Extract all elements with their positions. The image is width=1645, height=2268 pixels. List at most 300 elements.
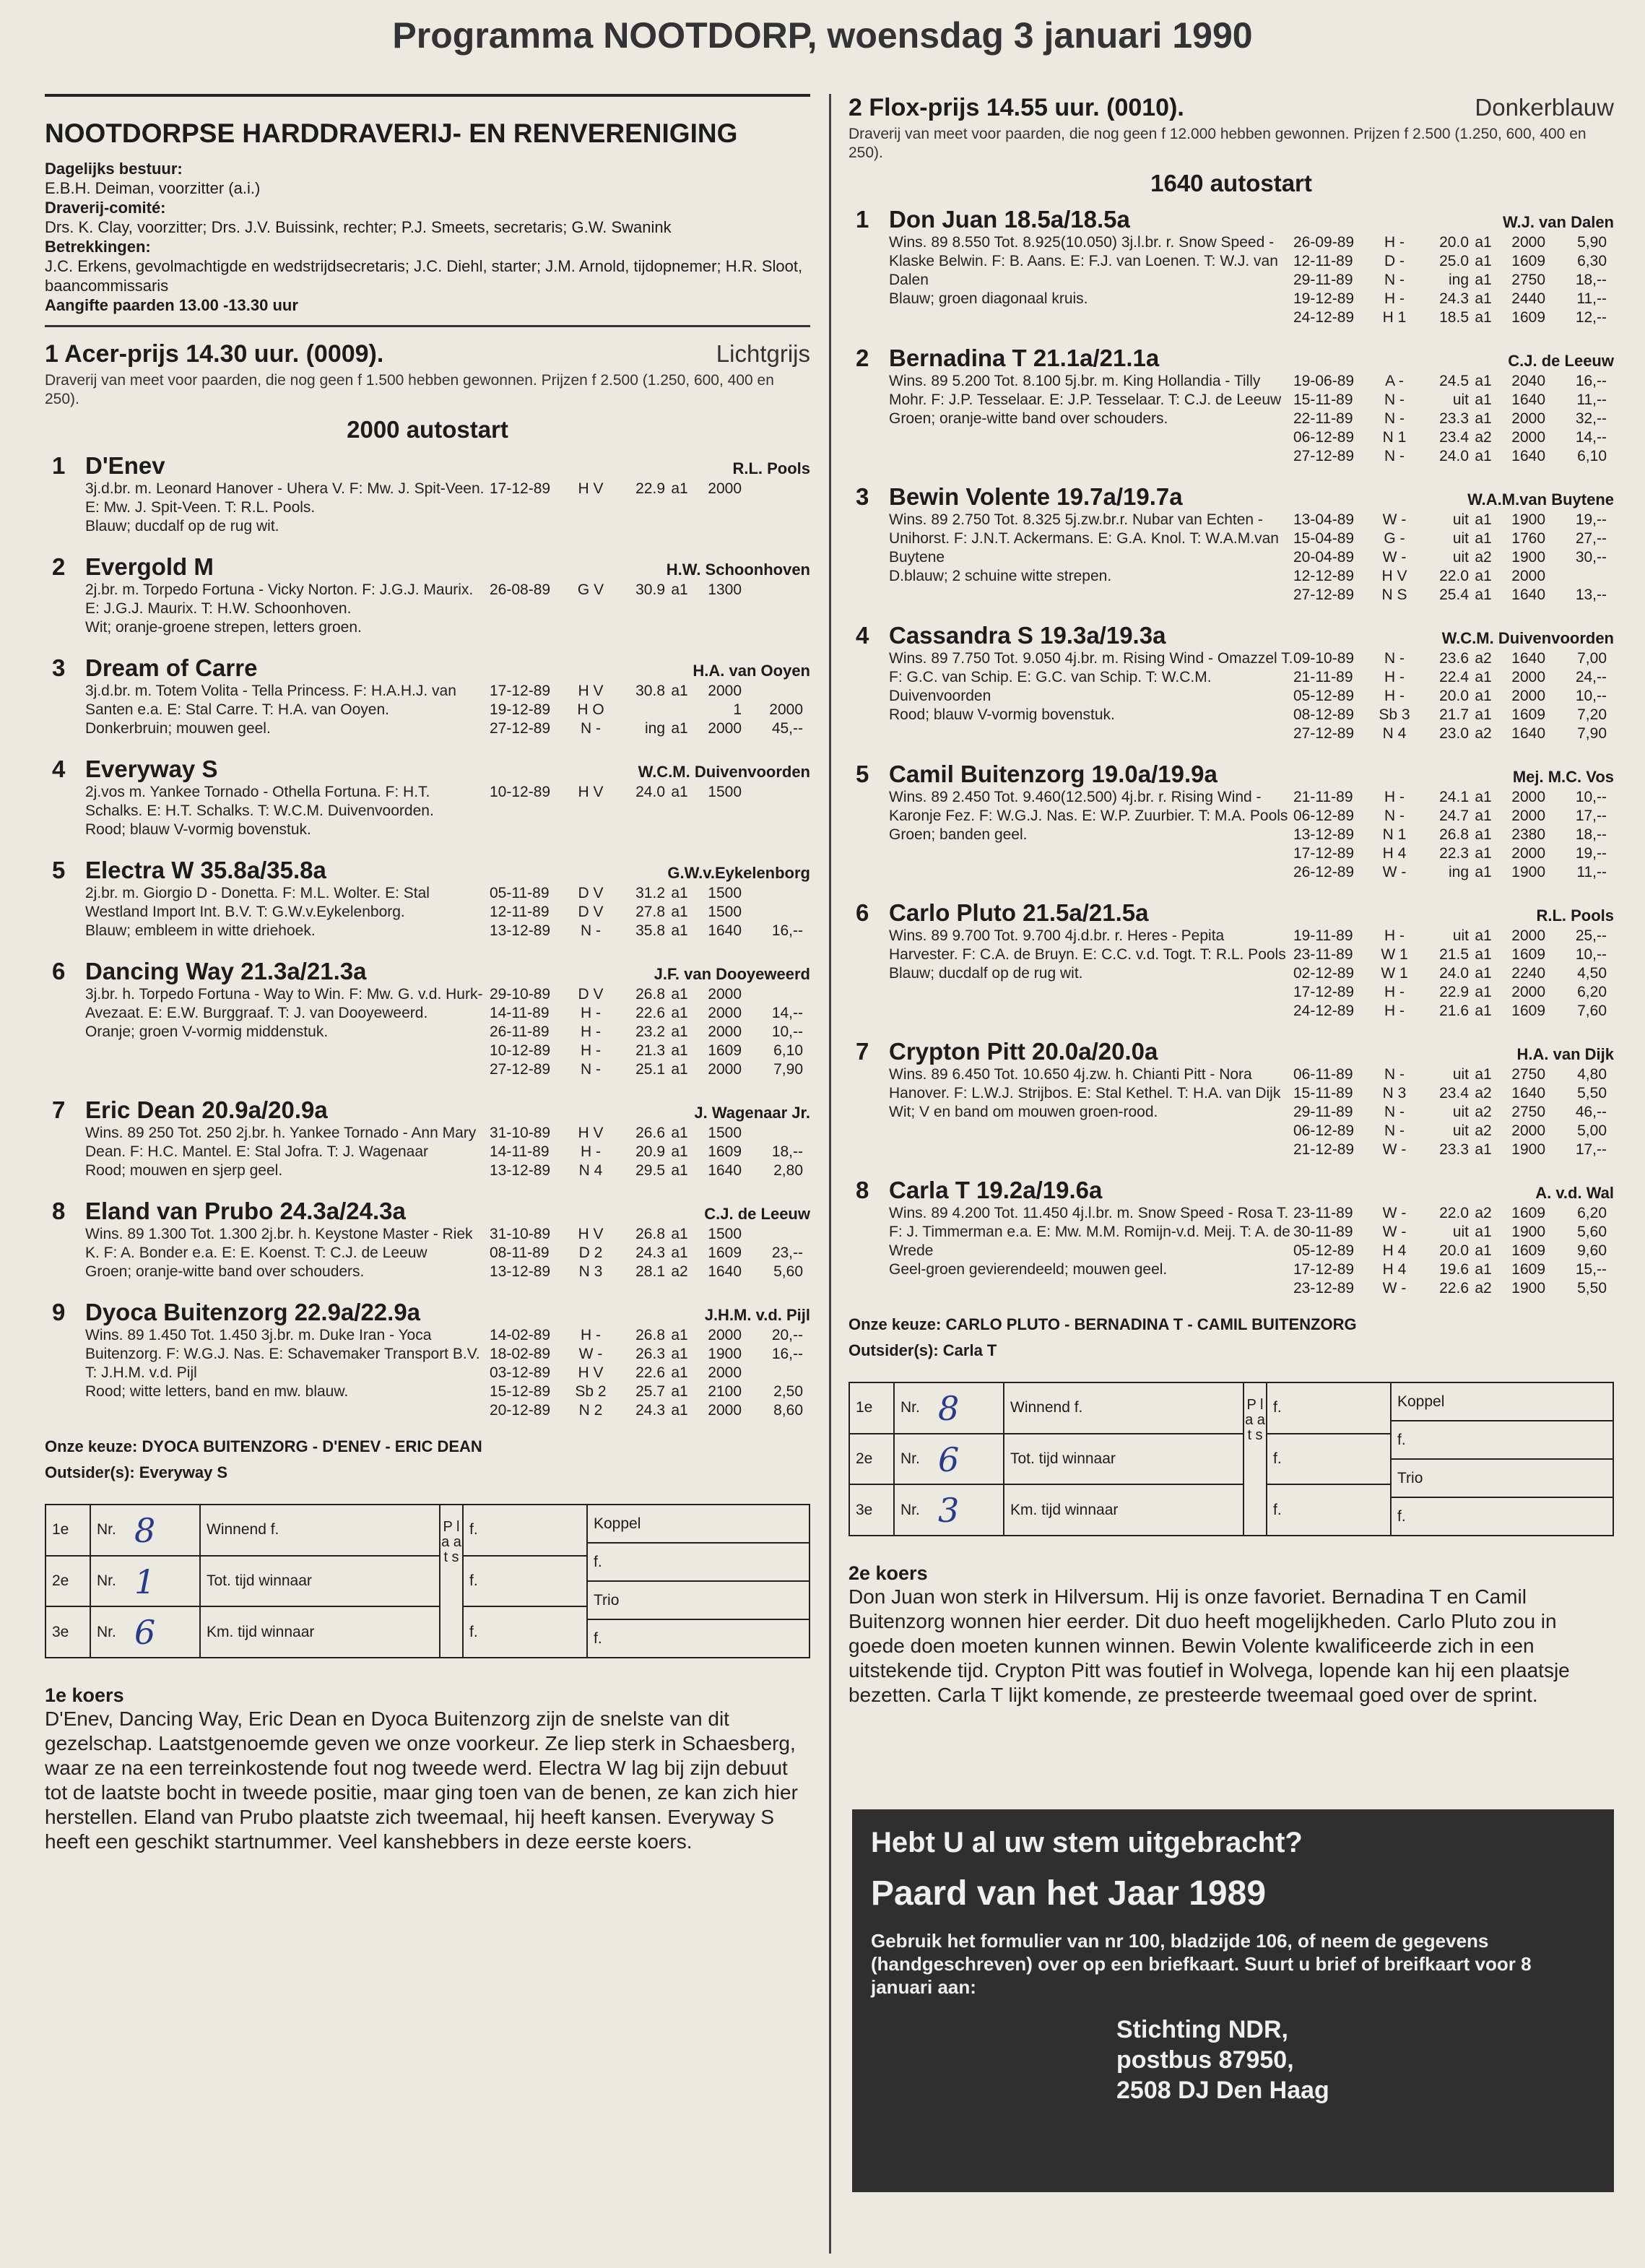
results-table [490,783,810,839]
result-cell: 1609 [1511,1242,1545,1259]
result-cell: a1 [671,1402,688,1419]
result-cell: 2000 [1511,789,1545,805]
result-cell: H 4 [1382,845,1407,862]
result-cell: a1 [671,581,688,598]
result-cell: 6,30 [1577,253,1607,269]
horse-colors: Groen; oranje-witte band over schouders. [889,410,1168,427]
result-cell: a2 [671,1263,688,1280]
horse-entry [45,452,810,536]
result-row [1293,863,1614,882]
result-cell: 12-12-89 [1293,568,1355,584]
result-cell: a1 [1475,309,1492,326]
horse-name-text: Don Juan 18.5a/18.5a [889,206,1130,233]
place-label: 1e [856,1399,873,1416]
result-cell: H V [578,683,604,699]
result-cell: N S [1381,587,1407,603]
koppel-f-cell[interactable] [588,1544,809,1582]
result-cell: 29-10-89 [490,986,551,1003]
koppel-label: Koppel [1397,1393,1445,1410]
result-cell: 20-12-89 [490,1402,551,1419]
result-cell: a1 [1475,669,1492,685]
result-cell: 1500 [708,904,742,920]
result-row [490,1401,810,1420]
result-cell: a1 [1475,946,1492,963]
result-cell: H V [578,1226,604,1242]
result-cell: 26-08-89 [490,581,551,598]
prize-label: Km. tijd winnaar [1010,1501,1119,1518]
result-cell: a1 [1475,1224,1492,1240]
result-cell: a1 [1475,511,1492,528]
result-cell: 2440 [1511,290,1545,307]
horse-name [848,761,1218,788]
horse-name [45,553,214,581]
committee-heading: Draverij-comité: [45,199,166,217]
result-row [1293,1065,1614,1084]
result-cell: 1760 [1511,530,1545,547]
f-cell[interactable] [464,1607,586,1657]
result-cell: N 1 [1382,429,1407,446]
result-cell: 2000 [708,1327,742,1343]
result-cell: N - [1384,1066,1405,1083]
result-cell: 1300 [708,581,742,598]
horse-info [85,682,490,738]
result-cell: 46,-- [1575,1104,1607,1120]
separator [45,325,810,327]
result-cell: a2 [1475,1122,1492,1139]
result-cell: a1 [1475,530,1492,547]
result-cell: 15-11-89 [1293,1085,1353,1101]
race-header [45,340,810,368]
result-cell: 28.1 [635,1263,665,1280]
result-cell: 2100 [708,1383,742,1400]
result-cell: 7,90 [773,1061,803,1078]
result-cell: 14-02-89 [490,1327,551,1343]
result-cell: 18-02-89 [490,1346,551,1362]
trio-f-cell[interactable] [1392,1498,1613,1535]
horse-entry [45,1299,810,1420]
result-cell: W - [1382,1280,1407,1297]
result-cell: 19-12-89 [490,701,551,718]
horse-entry [848,622,1614,743]
result-cell: 13-12-89 [490,1263,551,1280]
result-cell: H - [581,1042,601,1059]
horse-number: 4 [856,622,869,649]
handwritten-number: 1 [134,1562,156,1601]
f-label: f. [469,1572,478,1589]
result-cell: N - [1384,1122,1405,1139]
driver-name: C.J. de Leeuw [1508,352,1614,370]
result-cell: 05-12-89 [1293,688,1355,704]
results-table [1293,511,1614,605]
result-cell: 2000 [1511,927,1545,944]
result-cell: 32,-- [1575,410,1607,427]
result-row [490,1042,810,1060]
horse-pedigree: Wins. 89 2.450 Tot. 9.460(12.500) 4j.br. r. Rising Wind - Karonje Fez. F: W.G.J. Nas. E: W.P. Zuurbier. T: M.A. Pools [889,789,1288,824]
result-row [490,1225,810,1244]
result-row [1293,1260,1614,1279]
f-label: f. [1273,1450,1282,1467]
result-row [490,1244,810,1263]
result-cell: 18,-- [1575,272,1607,288]
result-cell: 10,-- [1575,789,1607,805]
result-cell: 24.0 [635,784,665,800]
result-cell: 4,80 [1577,1066,1607,1083]
result-cell: G V [577,581,604,598]
horse-body [889,233,1614,327]
result-cell: 1609 [1511,1261,1545,1278]
place-cell [46,1607,90,1657]
result-cell: 2000 [708,986,742,1003]
result-cell: 24.1 [1439,789,1469,805]
result-cell: 03-12-89 [490,1364,551,1381]
result-cell: H - [1384,927,1405,944]
race-header [848,94,1614,122]
result-row [1293,548,1614,567]
horse-number: 9 [52,1299,66,1325]
result-cell: 15,-- [1575,1261,1607,1278]
result-cell: uit [1452,1224,1469,1240]
horse-number: 4 [52,756,66,782]
result-cell [742,682,803,701]
f-label: f. [1273,1399,1282,1416]
result-cell: 1640 [1511,587,1545,603]
result-cell: 2000 [708,683,742,699]
number-cell[interactable] [895,1485,1003,1535]
horse-header [848,206,1614,233]
result-row [490,783,810,802]
result-cell: 24,-- [1575,669,1607,685]
horse-name [848,1038,1158,1065]
committee-heading: Betrekkingen: [45,238,151,256]
horse-name [848,345,1159,372]
result-cell: 15-04-89 [1293,530,1355,547]
result-cell: H V [578,480,604,497]
result-cell: 2000 [708,720,742,737]
result-cell: 1640 [708,1263,742,1280]
result-cell: 31-10-89 [490,1226,551,1242]
result-cell: N - [1384,410,1405,427]
result-cell: 31-10-89 [490,1125,551,1141]
result-cell: 26-11-89 [490,1023,550,1040]
horse-pedigree: Wins. 89 5.200 Tot. 8.100 5j.br. m. King Hollandia - Tilly Mohr. F: J.P. Tesselaar. E: J.P. Tesselaar. T: C.J. de Leeuw [889,373,1282,408]
horse-body [85,1225,810,1281]
prize-label: Winnend f. [1010,1399,1083,1416]
result-cell: 16,-- [771,1346,803,1362]
handwritten-number: 3 [938,1491,960,1531]
result-cell: 23,-- [771,1245,803,1261]
result-cell: 26.6 [635,1125,665,1141]
result-cell: 5,60 [1577,1224,1607,1240]
result-cell: 4,50 [1577,965,1607,982]
result-cell: a2 [1475,1085,1492,1101]
horse-body [85,783,810,839]
koppel-column [588,1505,809,1657]
result-cell: 1500 [708,1226,742,1242]
committee-members: Drs. K. Clay, voorzitter; Drs. J.V. Buissink, rechter; P.J. Smeets, secretaris; G.W. Swanink [45,218,672,236]
horse-entry [45,958,810,1079]
result-cell: a1 [671,1005,688,1021]
horse-name [848,206,1130,233]
result-cell: 1900 [1511,1280,1545,1297]
horse-name-text: Crypton Pitt 20.0a/20.0a [889,1038,1158,1065]
committee-members: E.B.H. Deiman, voorzitter (a.i.) [45,179,261,197]
race-description: Draverij van meet voor paarden, die nog geen f 1.500 hebben gewonnen. Prijzen f 2.500 (1.250, 600, 400 en 250). [45,372,774,407]
result-cell [742,1225,803,1244]
result-cell: 2,50 [773,1383,803,1400]
horse-entry [848,483,1614,605]
horse-entry [45,756,810,839]
result-cell: H 4 [1382,1242,1407,1259]
result-cell [742,783,803,802]
association-title: NOOTDORPSE HARDDRAVERIJ- EN RENVERENIGING [45,118,738,148]
result-cell: 2,80 [773,1162,803,1179]
result-cell: a1 [1475,272,1492,288]
result-cell: N - [581,720,601,737]
result-row [1293,1242,1614,1260]
trio-f-cell[interactable] [588,1620,809,1657]
f-column [1267,1383,1392,1535]
result-cell: 21.3 [635,1042,665,1059]
f-cell[interactable] [464,1505,586,1557]
result-cell: a1 [671,720,688,737]
result-cell: 2000 [769,701,803,718]
horse-name [45,958,366,985]
result-cell: 1609 [708,1143,742,1160]
result-cell: H - [1384,688,1405,704]
horse-info [85,884,490,940]
number-cell[interactable] [91,1505,199,1557]
result-cell: 26.8 [1439,826,1469,843]
result-cell: 20.0 [1439,1242,1469,1259]
commentary-text: D'Enev, Dancing Way, Eric Dean en Dyoca Buitenzorg zijn de snelste van dit gezelschap. Laatstgenoemde geven we onze voorkeur. Ze liep sterk in Schaesberg, waar ze na een terreinkostende fout nog tweede werd. Electra W lag bij zijn debuut tot de laatste bocht in tweede positie, maar ging toen van de benen, ze kan zich hier herstellen. Eland van Prubo plaatste zich tweemaal, hij heeft kansen. Everyway S heeft een geschikt startnummer. Veel kanshebbers in deze eerste koers. [45,1708,798,1853]
result-cell: 18,-- [1575,826,1607,843]
f-cell[interactable] [464,1557,586,1608]
horse-info [889,927,1293,1021]
label-cell [201,1557,439,1608]
result-cell: 21.7 [1439,706,1469,723]
result-row [490,701,810,719]
result-cell: 22.9 [635,480,665,497]
horse-colors: Blauw; ducdalf op de rug wit. [85,518,279,534]
result-cell: 1640 [1511,725,1545,742]
result-cell: 2000 [1511,984,1545,1000]
horse-info [85,783,490,839]
result-cell: N 3 [1382,1085,1407,1101]
result-cell: 22.3 [1439,845,1469,862]
result-cell: a1 [1475,789,1492,805]
result-cell [742,884,803,903]
result-cell: a1 [1475,927,1492,944]
horse-colors: Blauw; embleem in witte driehoek. [85,922,316,939]
race-title: 2 Flox-prijs 14.55 uur. (0010). [848,94,1184,121]
horse-name-text: Everyway S [85,756,218,782]
result-cell: 21-11-89 [1293,789,1353,805]
result-cell: a1 [1475,706,1492,723]
result-cell: 23.3 [1439,410,1469,427]
result-cell: 11,-- [1576,391,1607,408]
result-cell: 2000 [708,1061,742,1078]
result-cell: H - [1384,1003,1405,1019]
horse-info [85,1225,490,1281]
koppel-cell[interactable] [1392,1383,1613,1421]
result-cell: 30,-- [1575,549,1607,566]
nr-label: Nr. [900,1399,920,1416]
result-cell: a1 [1475,234,1492,251]
result-cell: a1 [671,1226,688,1242]
horse-entry [848,761,1614,882]
result-cell: W 1 [1381,965,1408,982]
result-cell: W - [1382,511,1407,528]
f-cell[interactable] [1267,1383,1390,1434]
result-row [1293,668,1614,687]
result-cell: 24-12-89 [1293,1003,1355,1019]
number-cell[interactable] [91,1557,199,1608]
horse-info [889,233,1293,327]
result-row [490,682,810,701]
horse-number: 7 [856,1038,869,1065]
result-cell: 08-12-89 [1293,706,1355,723]
place-label: 3e [52,1623,69,1640]
handwritten-number: 6 [938,1440,960,1479]
result-cell: 25.7 [635,1383,665,1400]
result-cell: 22.6 [635,1005,665,1021]
horse-info [889,511,1293,605]
driver-name: H.A. van Ooyen [693,662,810,680]
f-label: f. [594,1629,602,1647]
result-cell: 24.3 [635,1402,665,1419]
result-cell: 2000 [708,1023,742,1040]
result-cell: 24.0 [1439,965,1469,982]
result-row [1293,1141,1614,1159]
horse-name-text: Bernadina T 21.1a/21.1a [889,345,1160,371]
result-cell: a1 [671,904,688,920]
result-cell: 24-12-89 [1293,309,1355,326]
horse-number: 3 [52,654,66,681]
result-cell: a1 [671,1245,688,1261]
horse-colors: Rood; blauw V-vormig bovenstuk. [889,706,1115,723]
result-cell: a1 [671,1061,688,1078]
result-cell: a1 [1475,845,1492,862]
f-cell[interactable] [1267,1485,1390,1535]
result-cell: 27-12-89 [1293,587,1355,603]
horse-pedigree: Wins. 89 250 Tot. 250 2j.br. h. Yankee Tornado - Ann Mary Dean. F: H.C. Mantel. E: Stal Jofra. T: J. Wagenaar [85,1125,477,1160]
result-cell: 2000 [708,480,742,497]
horse-body [85,1326,810,1420]
result-cell: a1 [1475,1261,1492,1278]
result-cell: 25.0 [1439,253,1469,269]
result-cell: uit [1452,549,1469,566]
result-cell: H V [578,784,604,800]
result-cell: H - [1384,234,1405,251]
trio-cell[interactable] [588,1582,809,1620]
place-cell [46,1557,90,1608]
result-cell: 10-12-89 [490,784,551,800]
result-cell: 17-12-89 [490,683,551,699]
horse-pedigree: 2j.vos m. Yankee Tornado - Othella Fortuna. F: H.T. Schalks. E: H.T. Schalks. T: W.C.M. Duivenvoorden. [85,784,434,819]
result-cell [1545,567,1607,586]
result-cell: 06-12-89 [1293,429,1355,446]
left-column [45,94,810,1854]
result-cell: 7,00 [1577,650,1607,667]
horse-pedigree: Wins. 89 9.700 Tot. 9.700 4j.d.br. r. Heres - Pepita Harvester. F: C.A. de Bruyn. E: C.C. v.d. Togt. T: R.L. Pools [889,927,1286,963]
horse-body [889,372,1614,466]
koppel-cell[interactable] [588,1505,809,1544]
place-label: 2e [856,1450,873,1467]
number-cell[interactable] [91,1607,199,1657]
koppel-f-cell[interactable] [1392,1421,1613,1460]
horse-entry [848,899,1614,1021]
horse-number: 2 [52,553,66,580]
result-cell: 1500 [708,885,742,901]
result-cell: 1900 [1511,864,1545,880]
result-cell: 20.9 [635,1143,665,1160]
right-column [848,94,1614,1708]
results-table [490,682,810,738]
result-cell: 24.7 [1439,808,1469,824]
results-table [1293,649,1614,743]
nr-label: Nr. [97,1521,116,1538]
result-cell: 26-09-89 [1293,234,1355,251]
result-cell: a1 [1475,1242,1492,1259]
result-cell: a1 [671,480,688,497]
horse-number: 7 [52,1096,66,1123]
result-cell [742,480,803,498]
number-cell[interactable] [895,1434,1003,1486]
result-cell: 23-12-89 [1293,1280,1355,1297]
result-cell: a1 [1475,448,1492,464]
horse-name-text: Cassandra S 19.3a/19.3a [889,622,1166,649]
result-cell: N 4 [1382,725,1407,742]
result-cell: a1 [671,683,688,699]
result-cell: 20.0 [1439,688,1469,704]
result-cell: 23.2 [635,1023,665,1040]
result-cell: 1640 [708,1162,742,1179]
result-cell: H - [581,1023,601,1040]
driver-name: J.H.M. v.d. Pijl [704,1306,810,1324]
f-cell[interactable] [1267,1434,1390,1486]
result-row [1293,529,1614,548]
result-cell: 22.0 [1439,568,1469,584]
result-cell: 05-12-89 [1293,1242,1355,1259]
result-cell: 1609 [1511,309,1545,326]
horse-name-text: Dream of Carre [85,654,258,681]
horse-body [85,480,810,536]
result-cell: 26.3 [635,1346,665,1362]
horse-colors: Rood; blauw V-vormig bovenstuk. [85,821,311,838]
horse-colors: D.blauw; 2 schuine witte strepen. [889,568,1112,584]
result-cell: 22-11-89 [1293,410,1353,427]
result-cell: 13-12-89 [1293,826,1355,843]
result-cell [742,903,803,922]
result-row [490,1124,810,1143]
result-cell: 7,20 [1577,706,1607,723]
horse-entry [848,206,1614,327]
driver-name: H.A. van Dijk [1516,1045,1614,1063]
results-table [490,581,810,637]
result-cell: D - [1384,253,1405,269]
result-cell: 24.3 [1439,290,1469,307]
horse-body [889,511,1614,605]
result-cell: W 1 [1381,946,1408,963]
driver-name: A. v.d. Wal [1535,1184,1614,1202]
horse-entry [45,1198,810,1281]
trio-cell[interactable] [1392,1460,1613,1498]
horse-body [85,682,810,738]
ad-address [1116,2014,1595,2105]
number-cell[interactable] [895,1383,1003,1434]
horse-header [848,622,1614,649]
result-row [1293,1084,1614,1103]
